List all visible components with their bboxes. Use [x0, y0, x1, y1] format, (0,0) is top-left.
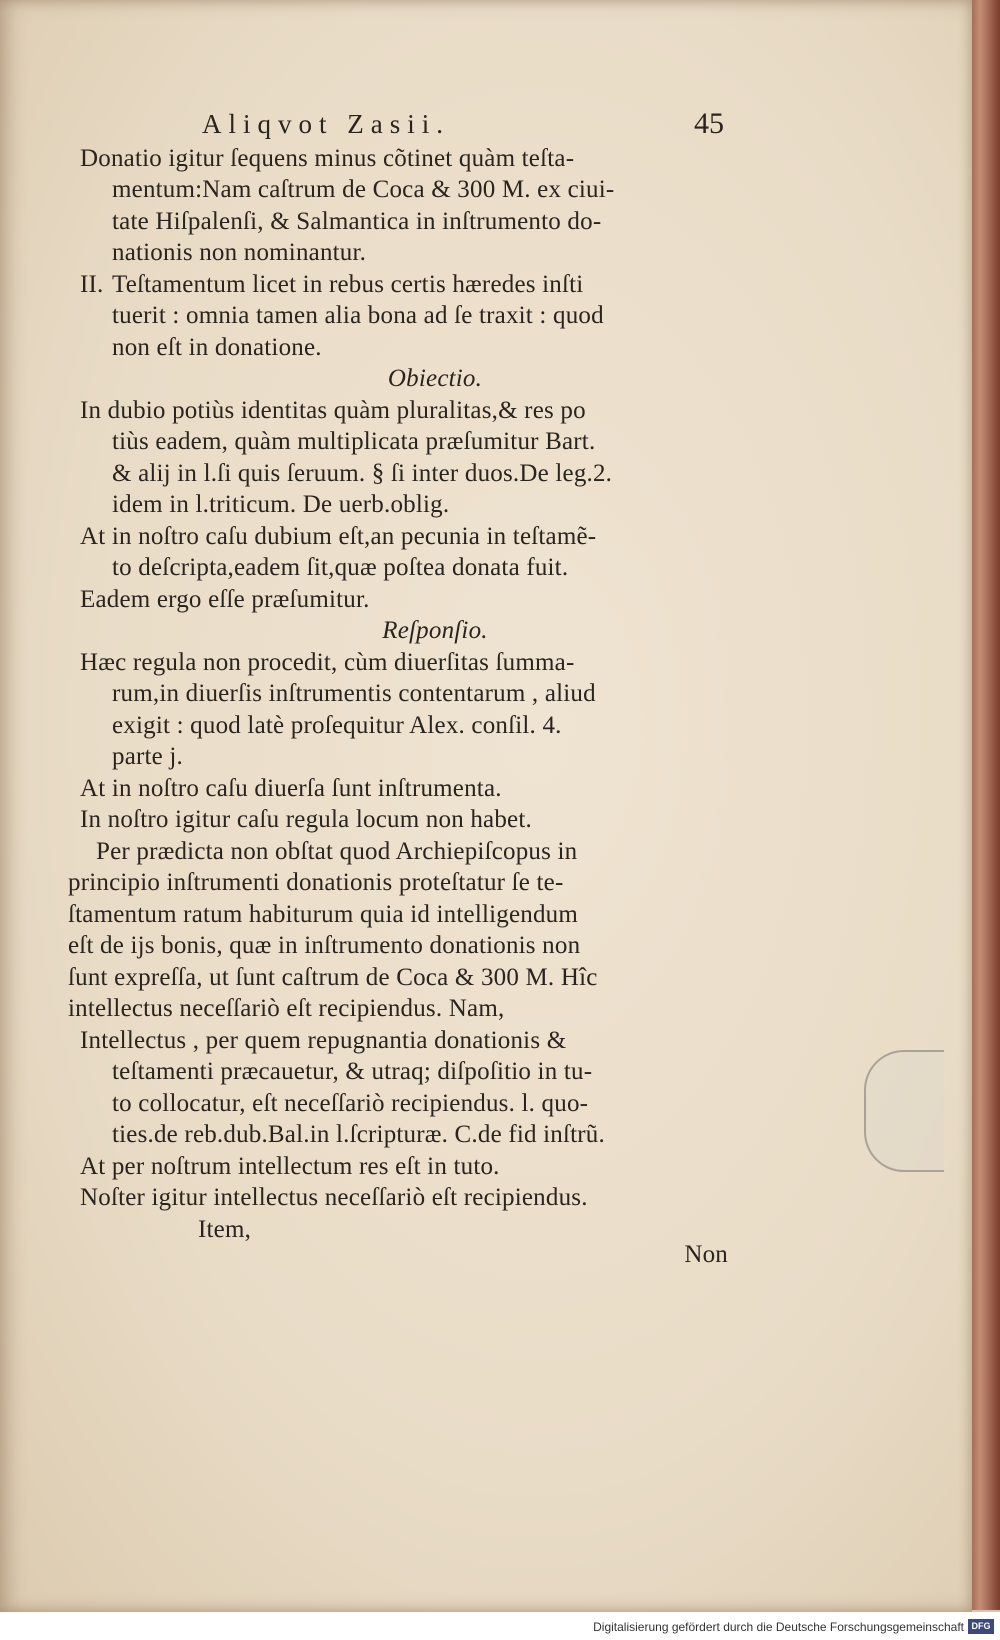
- catchword: Non: [684, 1241, 728, 1268]
- text-line: tuerit : omnia tamen alia bona ad ſe traxit : quod: [112, 302, 604, 329]
- text-line: to collocatur, eſt neceſſariò recipiendus. l. quo-: [112, 1089, 589, 1117]
- paragraph-3: [80, 395, 730, 521]
- text-line: Donatio igitur ſequens minus cõtinet quàm teſta-: [80, 144, 575, 172]
- text-line: tate Hiſpalenſi, & Salmantica in inſtrumento do-: [112, 207, 602, 235]
- paragraph-10: [80, 1025, 730, 1151]
- paragraph-1: [80, 143, 730, 269]
- paragraph-8: In noſtro igitur caſu regula locum non habet.: [80, 806, 532, 833]
- text-line: In dubio potiùs identitas quàm pluralitas,& res po: [80, 396, 586, 424]
- footer-credit: Digitalisierung gefördert durch die Deutsche Forschungsgemeinschaft: [593, 1620, 964, 1634]
- dfg-logo-icon: DFG: [968, 1619, 994, 1634]
- text-line: Intellectus , per quem repugnantia donationis &: [80, 1026, 567, 1054]
- text-line: Per prædicta non obſtat quod Archiepiſcopus in: [96, 837, 578, 865]
- paragraph-4: [80, 521, 730, 584]
- page-number: 45: [694, 107, 724, 140]
- page-clip: [864, 1050, 944, 1172]
- text-line: intellectus neceſſariò eſt recipiendus. Nam,: [68, 995, 505, 1022]
- text-line: principio inſtrumenti donationis proteſtatur ſe te-: [68, 869, 564, 896]
- section-heading-responsio: Reſponſio.: [382, 617, 488, 644]
- paragraph-12: Noſter igitur intellectus neceſſariò eſt recipiendus.: [80, 1184, 588, 1211]
- text-line: ſtamentum ratum habiturum quia id intelligendum: [68, 900, 578, 928]
- text-line: nationis non nominantur.: [112, 239, 367, 266]
- footer-bar: [0, 1612, 1000, 1640]
- paragraph-9: [68, 836, 730, 1025]
- text-line: rum,in diuerſis inſtrumentis contentarum , aliud: [112, 680, 596, 707]
- text-line: ſunt expreſſa, ut ſunt caſtrum de Coca & 300 M. Hîc: [68, 963, 598, 991]
- paragraph-5: Eadem ergo eſſe præſumitur.: [80, 585, 370, 613]
- text-line: & alij in l.ſi quis ſeruum. § ſi inter duos.De leg.2.: [112, 459, 613, 487]
- text-line: non eſt in donatione.: [112, 333, 322, 361]
- text-line: parte j.: [112, 743, 184, 770]
- paragraph-11: At per noſtrum intellectum res eſt in tuto.: [80, 1152, 500, 1180]
- text-line: eſt de ijs bonis, quæ in inſtrumento donationis non: [68, 932, 581, 959]
- text-line: mentum:Nam caſtrum de Coca & 300 M. ex ciui-: [112, 176, 615, 203]
- text-line: Hæc regula non procedit, cùm diuerſitas ſumma-: [80, 648, 575, 676]
- running-head: Aliqvot Zasii.: [202, 109, 450, 139]
- paragraph-13: Item,: [198, 1215, 252, 1243]
- text-line: teſtamenti præcauetur, & utraq; diſpoſitio in tu-: [112, 1058, 593, 1085]
- numbered-paragraph-2: [80, 269, 730, 364]
- text-line: tiùs eadem, quàm multiplicata præſumitur Bart.: [112, 428, 596, 455]
- text-line: Teſtamentum licet in rebus certis hæredes inſti: [112, 270, 584, 298]
- paragraph-6: [80, 647, 730, 773]
- running-header: [80, 108, 730, 141]
- text-line: ties.de reb.dub.Bal.in l.ſcripturæ. C.de fid inſtrũ.: [112, 1121, 605, 1148]
- text-block: [68, 107, 730, 1271]
- text-line: idem in l.triticum. De uerb.oblig.: [112, 491, 450, 518]
- section-heading-obiectio: Obiectio.: [387, 365, 483, 392]
- text-line: At in noſtro caſu dubium eſt,an pecunia in teſtamẽ-: [80, 522, 597, 550]
- text-line: to deſcripta,eadem ſit,quæ poſtea donata fuit.: [112, 554, 569, 581]
- text-line: exigit : quod latè proſequitur Alex. conſil. 4.: [112, 711, 562, 739]
- item-number: II.: [80, 270, 104, 298]
- paragraph-7: At in noſtro caſu diuerſa ſunt inſtrumenta.: [80, 774, 502, 802]
